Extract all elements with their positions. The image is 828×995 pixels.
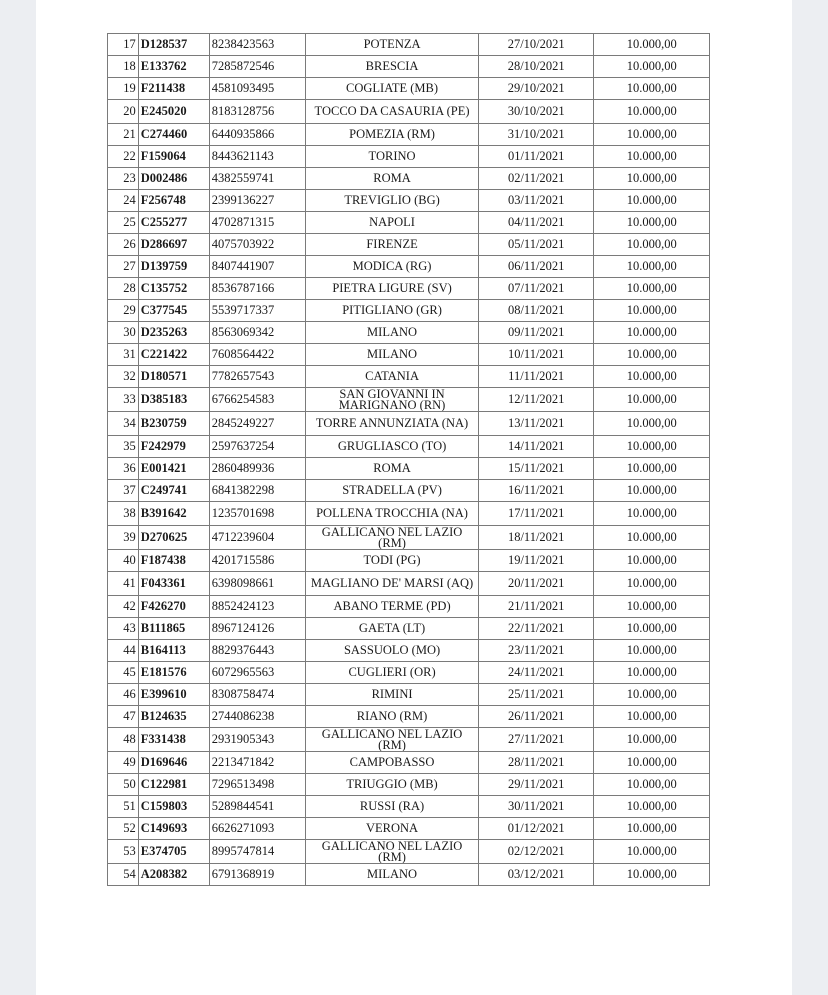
- ticket-code: D286697: [138, 234, 209, 256]
- draw-date: 15/11/2021: [478, 458, 594, 480]
- draw-date: 13/11/2021: [478, 412, 594, 436]
- prize-amount: 10.000,00: [594, 322, 710, 344]
- row-number: 32: [108, 366, 139, 388]
- row-number: 35: [108, 436, 139, 458]
- draw-date: 19/11/2021: [478, 550, 594, 572]
- row-number: 51: [108, 796, 139, 818]
- table-row: [108, 34, 710, 56]
- prize-amount: 10.000,00: [594, 78, 710, 100]
- city-name: POTENZA: [306, 34, 479, 56]
- prize-amount: 10.000,00: [594, 146, 710, 168]
- prize-amount: 10.000,00: [594, 412, 710, 436]
- table-row: [108, 526, 710, 550]
- prize-amount: 10.000,00: [594, 190, 710, 212]
- row-number: 54: [108, 864, 139, 886]
- table-row: [108, 572, 710, 596]
- ticket-number: 5539717337: [209, 300, 305, 322]
- ticket-code: B111865: [138, 618, 209, 640]
- table-row: [108, 818, 710, 840]
- city-name: TOCCO DA CASAURIA (PE): [306, 100, 479, 124]
- city-name: VERONA: [306, 818, 479, 840]
- draw-date: 29/11/2021: [478, 774, 594, 796]
- draw-date: 07/11/2021: [478, 278, 594, 300]
- city-name: ABANO TERME (PD): [306, 596, 479, 618]
- ticket-code: D002486: [138, 168, 209, 190]
- ticket-number: 4382559741: [209, 168, 305, 190]
- ticket-code: B230759: [138, 412, 209, 436]
- row-number: 30: [108, 322, 139, 344]
- prize-amount: 10.000,00: [594, 56, 710, 78]
- prize-amount: 10.000,00: [594, 818, 710, 840]
- draw-date: 17/11/2021: [478, 502, 594, 526]
- table-row: [108, 366, 710, 388]
- row-number: 44: [108, 640, 139, 662]
- draw-date: 14/11/2021: [478, 436, 594, 458]
- table-row: [108, 300, 710, 322]
- city-name: MODICA (RG): [306, 256, 479, 278]
- ticket-number: 8967124126: [209, 618, 305, 640]
- ticket-code: B164113: [138, 640, 209, 662]
- draw-date: 29/10/2021: [478, 78, 594, 100]
- draw-date: 28/10/2021: [478, 56, 594, 78]
- draw-date: 18/11/2021: [478, 526, 594, 550]
- city-name: MILANO: [306, 864, 479, 886]
- table-row: [108, 596, 710, 618]
- ticket-code: E245020: [138, 100, 209, 124]
- draw-date: 06/11/2021: [478, 256, 594, 278]
- ticket-number: 7285872546: [209, 56, 305, 78]
- ticket-number: 8407441907: [209, 256, 305, 278]
- draw-date: 26/11/2021: [478, 706, 594, 728]
- row-number: 50: [108, 774, 139, 796]
- city-name: TRIUGGIO (MB): [306, 774, 479, 796]
- row-number: 27: [108, 256, 139, 278]
- prize-amount: 10.000,00: [594, 640, 710, 662]
- city-name: GALLICANO NEL LAZIO (RM): [306, 840, 479, 864]
- ticket-number: 2744086238: [209, 706, 305, 728]
- city-name: POLLENA TROCCHIA (NA): [306, 502, 479, 526]
- table-row: [108, 322, 710, 344]
- city-name: RUSSI (RA): [306, 796, 479, 818]
- prize-amount: 10.000,00: [594, 752, 710, 774]
- prize-amount: 10.000,00: [594, 300, 710, 322]
- ticket-code: B124635: [138, 706, 209, 728]
- prize-amount: 10.000,00: [594, 864, 710, 886]
- ticket-number: 8829376443: [209, 640, 305, 662]
- ticket-code: D128537: [138, 34, 209, 56]
- city-name: ROMA: [306, 168, 479, 190]
- draw-date: 22/11/2021: [478, 618, 594, 640]
- row-number: 38: [108, 502, 139, 526]
- row-number: 49: [108, 752, 139, 774]
- row-number: 45: [108, 662, 139, 684]
- ticket-number: 4201715586: [209, 550, 305, 572]
- draw-date: 02/12/2021: [478, 840, 594, 864]
- row-number: 34: [108, 412, 139, 436]
- ticket-code: F187438: [138, 550, 209, 572]
- prize-amount: 10.000,00: [594, 596, 710, 618]
- prize-amount: 10.000,00: [594, 774, 710, 796]
- row-number: 43: [108, 618, 139, 640]
- table-row: [108, 412, 710, 436]
- ticket-code: E133762: [138, 56, 209, 78]
- row-number: 41: [108, 572, 139, 596]
- ticket-number: 7296513498: [209, 774, 305, 796]
- city-name: STRADELLA (PV): [306, 480, 479, 502]
- city-name: CATANIA: [306, 366, 479, 388]
- city-name: GALLICANO NEL LAZIO (RM): [306, 526, 479, 550]
- ticket-code: C377545: [138, 300, 209, 322]
- draw-date: 03/11/2021: [478, 190, 594, 212]
- draw-date: 09/11/2021: [478, 322, 594, 344]
- ticket-number: 7608564422: [209, 344, 305, 366]
- ticket-number: 6841382298: [209, 480, 305, 502]
- city-name: TREVIGLIO (BG): [306, 190, 479, 212]
- ticket-code: D180571: [138, 366, 209, 388]
- ticket-number: 8238423563: [209, 34, 305, 56]
- city-name: CAMPOBASSO: [306, 752, 479, 774]
- prize-amount: 10.000,00: [594, 256, 710, 278]
- prize-amount: 10.000,00: [594, 344, 710, 366]
- prize-amount: 10.000,00: [594, 480, 710, 502]
- city-name: MILANO: [306, 344, 479, 366]
- ticket-code: C221422: [138, 344, 209, 366]
- draw-date: 28/11/2021: [478, 752, 594, 774]
- ticket-code: C274460: [138, 124, 209, 146]
- ticket-code: C135752: [138, 278, 209, 300]
- table-row: [108, 436, 710, 458]
- row-number: 24: [108, 190, 139, 212]
- winners-table: [107, 33, 710, 886]
- ticket-number: 1235701698: [209, 502, 305, 526]
- prize-amount: 10.000,00: [594, 388, 710, 412]
- ticket-code: E001421: [138, 458, 209, 480]
- draw-date: 02/11/2021: [478, 168, 594, 190]
- city-name: FIRENZE: [306, 234, 479, 256]
- table-row: [108, 278, 710, 300]
- table-row: [108, 344, 710, 366]
- ticket-code: D385183: [138, 388, 209, 412]
- prize-amount: 10.000,00: [594, 572, 710, 596]
- ticket-code: E399610: [138, 684, 209, 706]
- ticket-code: F256748: [138, 190, 209, 212]
- row-number: 25: [108, 212, 139, 234]
- prize-amount: 10.000,00: [594, 684, 710, 706]
- city-name: ROMA: [306, 458, 479, 480]
- table-row: [108, 458, 710, 480]
- row-number: 19: [108, 78, 139, 100]
- row-number: 31: [108, 344, 139, 366]
- ticket-code: F242979: [138, 436, 209, 458]
- city-name: TORINO: [306, 146, 479, 168]
- city-name: GALLICANO NEL LAZIO (RM): [306, 728, 479, 752]
- ticket-code: D139759: [138, 256, 209, 278]
- table-row: [108, 190, 710, 212]
- ticket-code: E374705: [138, 840, 209, 864]
- ticket-number: 6440935866: [209, 124, 305, 146]
- prize-amount: 10.000,00: [594, 168, 710, 190]
- ticket-number: 8183128756: [209, 100, 305, 124]
- ticket-code: F211438: [138, 78, 209, 100]
- ticket-number: 8563069342: [209, 322, 305, 344]
- row-number: 29: [108, 300, 139, 322]
- city-name: POMEZIA (RM): [306, 124, 479, 146]
- prize-amount: 10.000,00: [594, 278, 710, 300]
- table-row: [108, 840, 710, 864]
- draw-date: 12/11/2021: [478, 388, 594, 412]
- city-name: CUGLIERI (OR): [306, 662, 479, 684]
- prize-amount: 10.000,00: [594, 840, 710, 864]
- ticket-number: 8536787166: [209, 278, 305, 300]
- prize-amount: 10.000,00: [594, 550, 710, 572]
- prize-amount: 10.000,00: [594, 502, 710, 526]
- table-row: [108, 256, 710, 278]
- table-row: [108, 234, 710, 256]
- ticket-number: 2860489936: [209, 458, 305, 480]
- row-number: 53: [108, 840, 139, 864]
- table-row: [108, 550, 710, 572]
- row-number: 28: [108, 278, 139, 300]
- ticket-code: C255277: [138, 212, 209, 234]
- table-row: [108, 684, 710, 706]
- ticket-number: 2399136227: [209, 190, 305, 212]
- ticket-code: E181576: [138, 662, 209, 684]
- row-number: 33: [108, 388, 139, 412]
- table-row: [108, 56, 710, 78]
- table-row: [108, 168, 710, 190]
- prize-amount: 10.000,00: [594, 124, 710, 146]
- ticket-number: 2213471842: [209, 752, 305, 774]
- city-name: MAGLIANO DE' MARSI (AQ): [306, 572, 479, 596]
- row-number: 39: [108, 526, 139, 550]
- table-row: [108, 124, 710, 146]
- city-name: GAETA (LT): [306, 618, 479, 640]
- draw-date: 27/11/2021: [478, 728, 594, 752]
- row-number: 20: [108, 100, 139, 124]
- table-row: [108, 728, 710, 752]
- document-page: [36, 0, 792, 995]
- ticket-number: 6791368919: [209, 864, 305, 886]
- ticket-number: 4712239604: [209, 526, 305, 550]
- row-number: 18: [108, 56, 139, 78]
- prize-amount: 10.000,00: [594, 618, 710, 640]
- ticket-code: C249741: [138, 480, 209, 502]
- prize-amount: 10.000,00: [594, 366, 710, 388]
- city-name: PITIGLIANO (GR): [306, 300, 479, 322]
- city-name: RIANO (RM): [306, 706, 479, 728]
- prize-amount: 10.000,00: [594, 458, 710, 480]
- ticket-code: B391642: [138, 502, 209, 526]
- city-name: BRESCIA: [306, 56, 479, 78]
- ticket-number: 5289844541: [209, 796, 305, 818]
- prize-amount: 10.000,00: [594, 662, 710, 684]
- ticket-number: 8995747814: [209, 840, 305, 864]
- table-row: [108, 662, 710, 684]
- table-row: [108, 618, 710, 640]
- winners-table-body: [108, 34, 710, 886]
- draw-date: 30/10/2021: [478, 100, 594, 124]
- city-name: RIMINI: [306, 684, 479, 706]
- table-row: [108, 752, 710, 774]
- draw-date: 20/11/2021: [478, 572, 594, 596]
- ticket-number: 6626271093: [209, 818, 305, 840]
- table-row: [108, 502, 710, 526]
- table-row: [108, 706, 710, 728]
- row-number: 17: [108, 34, 139, 56]
- prize-amount: 10.000,00: [594, 796, 710, 818]
- prize-amount: 10.000,00: [594, 526, 710, 550]
- ticket-number: 6398098661: [209, 572, 305, 596]
- draw-date: 03/12/2021: [478, 864, 594, 886]
- ticket-number: 2931905343: [209, 728, 305, 752]
- draw-date: 05/11/2021: [478, 234, 594, 256]
- ticket-code: F426270: [138, 596, 209, 618]
- ticket-number: 4581093495: [209, 78, 305, 100]
- city-name: SASSUOLO (MO): [306, 640, 479, 662]
- row-number: 48: [108, 728, 139, 752]
- ticket-number: 6072965563: [209, 662, 305, 684]
- city-name: TODI (PG): [306, 550, 479, 572]
- prize-amount: 10.000,00: [594, 212, 710, 234]
- ticket-code: F159064: [138, 146, 209, 168]
- ticket-code: F043361: [138, 572, 209, 596]
- row-number: 52: [108, 818, 139, 840]
- ticket-number: 2597637254: [209, 436, 305, 458]
- draw-date: 21/11/2021: [478, 596, 594, 618]
- draw-date: 01/11/2021: [478, 146, 594, 168]
- city-name: GRUGLIASCO (TO): [306, 436, 479, 458]
- city-name: MILANO: [306, 322, 479, 344]
- prize-amount: 10.000,00: [594, 234, 710, 256]
- prize-amount: 10.000,00: [594, 436, 710, 458]
- city-name: NAPOLI: [306, 212, 479, 234]
- ticket-code: D235263: [138, 322, 209, 344]
- table-row: [108, 100, 710, 124]
- draw-date: 08/11/2021: [478, 300, 594, 322]
- draw-date: 10/11/2021: [478, 344, 594, 366]
- prize-amount: 10.000,00: [594, 100, 710, 124]
- ticket-code: C122981: [138, 774, 209, 796]
- ticket-number: 7782657543: [209, 366, 305, 388]
- ticket-number: 6766254583: [209, 388, 305, 412]
- table-row: [108, 78, 710, 100]
- ticket-number: 8308758474: [209, 684, 305, 706]
- draw-date: 11/11/2021: [478, 366, 594, 388]
- row-number: 26: [108, 234, 139, 256]
- draw-date: 23/11/2021: [478, 640, 594, 662]
- row-number: 22: [108, 146, 139, 168]
- table-row: [108, 774, 710, 796]
- draw-date: 31/10/2021: [478, 124, 594, 146]
- row-number: 37: [108, 480, 139, 502]
- city-name: PIETRA LIGURE (SV): [306, 278, 479, 300]
- ticket-number: 2845249227: [209, 412, 305, 436]
- city-name: SAN GIOVANNI IN MARIGNANO (RN): [306, 388, 479, 412]
- ticket-code: C159803: [138, 796, 209, 818]
- draw-date: 16/11/2021: [478, 480, 594, 502]
- ticket-number: 8443621143: [209, 146, 305, 168]
- draw-date: 30/11/2021: [478, 796, 594, 818]
- row-number: 36: [108, 458, 139, 480]
- table-row: [108, 640, 710, 662]
- ticket-code: D270625: [138, 526, 209, 550]
- table-row: [108, 212, 710, 234]
- ticket-code: C149693: [138, 818, 209, 840]
- ticket-code: F331438: [138, 728, 209, 752]
- row-number: 42: [108, 596, 139, 618]
- row-number: 21: [108, 124, 139, 146]
- draw-date: 04/11/2021: [478, 212, 594, 234]
- ticket-number: 8852424123: [209, 596, 305, 618]
- city-name: COGLIATE (MB): [306, 78, 479, 100]
- ticket-number: 4075703922: [209, 234, 305, 256]
- prize-amount: 10.000,00: [594, 728, 710, 752]
- draw-date: 01/12/2021: [478, 818, 594, 840]
- draw-date: 25/11/2021: [478, 684, 594, 706]
- ticket-code: D169646: [138, 752, 209, 774]
- prize-amount: 10.000,00: [594, 34, 710, 56]
- row-number: 46: [108, 684, 139, 706]
- table-row: [108, 480, 710, 502]
- row-number: 47: [108, 706, 139, 728]
- table-row: [108, 388, 710, 412]
- prize-amount: 10.000,00: [594, 706, 710, 728]
- table-row: [108, 796, 710, 818]
- city-name: TORRE ANNUNZIATA (NA): [306, 412, 479, 436]
- ticket-code: A208382: [138, 864, 209, 886]
- row-number: 23: [108, 168, 139, 190]
- table-row: [108, 864, 710, 886]
- row-number: 40: [108, 550, 139, 572]
- draw-date: 24/11/2021: [478, 662, 594, 684]
- draw-date: 27/10/2021: [478, 34, 594, 56]
- table-row: [108, 146, 710, 168]
- ticket-number: 4702871315: [209, 212, 305, 234]
